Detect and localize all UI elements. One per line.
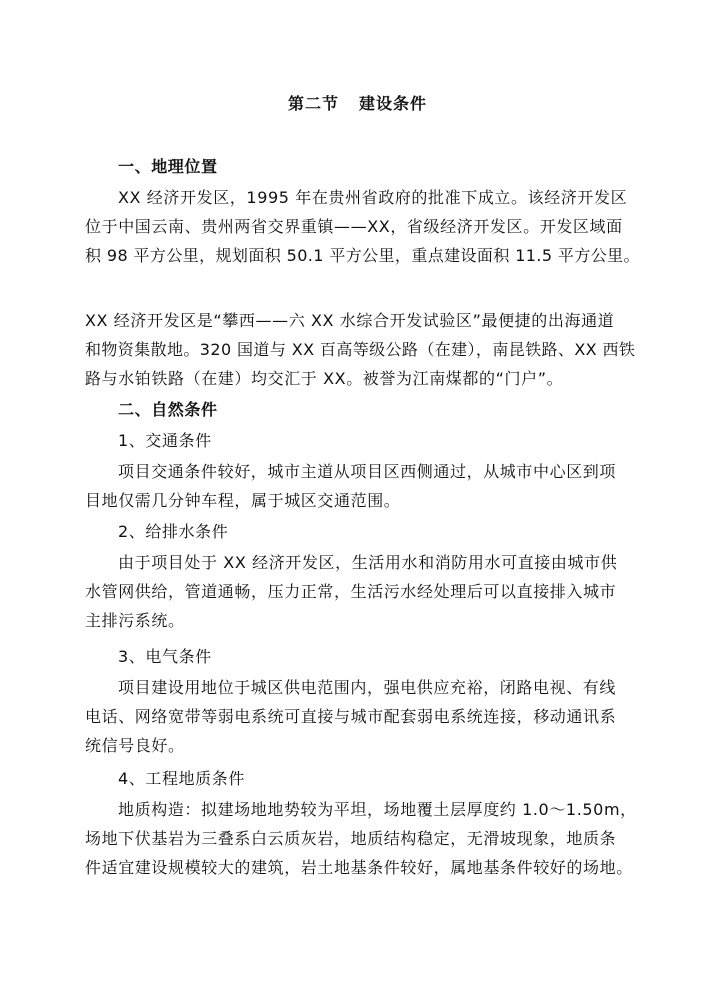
section-number: 第二节 [288,94,340,113]
subheading-traffic: 1、交通条件 [118,431,212,450]
heading-natural: 二、自然条件 [118,400,218,419]
location-para1-line1: XX 经济开发区，1995 年在贵州省政府的批准下成立。该经济开发区 [118,188,628,207]
location-para2-line3: 路与水铂铁路（在建）均交汇于 XX。被誉为江南煤都的“门户”。 [85,369,564,388]
section-name: 建设条件 [359,94,428,113]
section-title [288,93,427,115]
subheading-water: 2、给排水条件 [118,522,229,541]
geology-line2: 场地下伏基岩为三叠系白云质灰岩，地质结构稳定，无滑坡现象，地质条 [85,829,617,848]
electric-line3: 统信号良好。 [85,736,185,755]
water-line3: 主排污系统。 [85,611,185,630]
location-para1-line2: 位于中国云南、贵州两省交界重镇——XX，省级经济开发区。开发区域面 [85,217,623,236]
traffic-line2: 目地仅需几分钟车程，属于城区交通范围。 [85,491,401,510]
electric-line2: 电话、网络宽带等弱电系统可直接与城市配套弱电系统连接，移动通讯系 [85,707,617,726]
location-para2-line1: XX 经济开发区是“攀西——六 XX 水综合开发试验区”最便捷的出海通道 [85,311,615,330]
location-para2-line2: 和物资集散地。320 国道与 XX 百高等级公路（在建），南昆铁路、XX 西铁 [85,340,636,359]
electric-line1: 项目建设用地位于城区供电范围内，强电供应充裕，闭路电视、有线 [118,678,617,697]
subheading-electric: 3、电气条件 [118,647,212,666]
geology-line3: 件适宜建设规模较大的建筑，岩土地基条件较好，属地基条件较好的场地。 [85,858,633,877]
subheading-geology: 4、工程地质条件 [118,769,245,788]
heading-location: 一、地理位置 [118,157,218,176]
water-line2: 水管网供给，管道通畅，压力正常，生活污水经处理后可以直接排入城市 [85,582,617,601]
location-para1-line3: 积 98 平方公里，规划面积 50.1 平方公里，重点建设面积 11.5 平方公里。 [85,246,640,265]
traffic-line1: 项目交通条件较好，城市主道从项目区西侧通过，从城市中心区到项 [118,462,617,481]
geology-line1: 地质构造：拟建场地地势较为平坦，场地覆土层厚度约 1.0～1.50m， [118,800,637,819]
water-line1: 由于项目处于 XX 经济开发区，生活用水和消防用水可直接由城市供 [118,553,618,572]
